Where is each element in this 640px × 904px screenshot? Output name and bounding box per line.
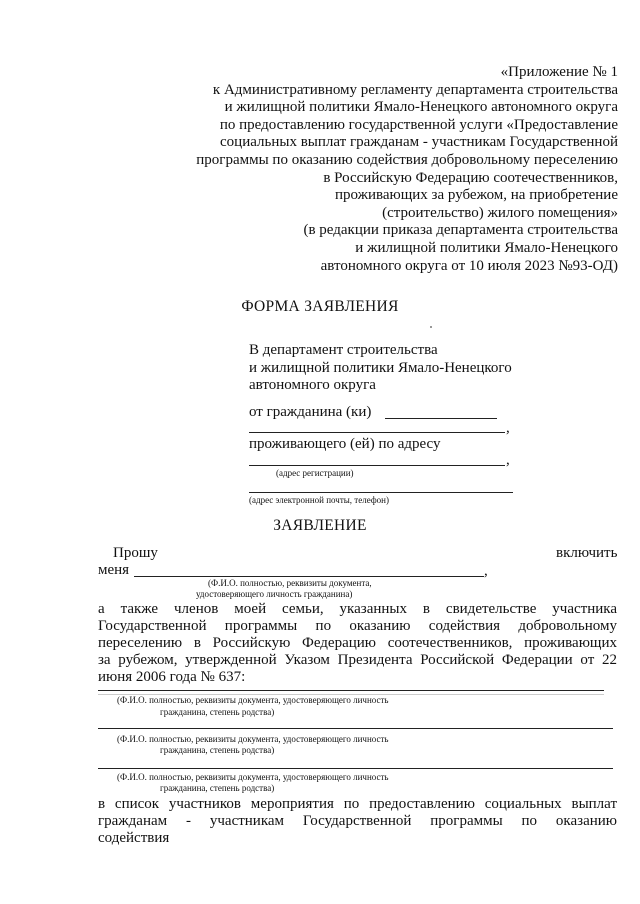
appendix-line: социальных выплат гражданам - участникам Государственной: [220, 134, 618, 151]
family-caption: гражданина, степень родства): [160, 745, 275, 755]
addressee-line: и жилищной политики Ямало-Ненецкого: [249, 359, 512, 376]
appendix-header: [178, 64, 618, 275]
citizen-name-field[interactable]: [385, 418, 497, 419]
final-line: гражданам - участникам Государственной программы по оказанию: [98, 813, 617, 829]
me-word: меня: [98, 562, 130, 578]
family-caption: (Ф.И.О. полностью, реквизиты документа, удостоверяющего личность: [117, 734, 389, 744]
family-member-field-3[interactable]: [98, 768, 613, 769]
appendix-line: проживающих за рубежом, на приобретение: [334, 187, 618, 204]
statement-title: ЗАЯВЛЕНИЕ: [273, 517, 367, 534]
appendix-line: (в редакции приказа департамента строительства: [303, 222, 618, 239]
paragraph-line: за рубежом, утвержденной Указом Президента Российской Федерации от 22: [98, 652, 617, 668]
scan-speck: [430, 326, 432, 328]
paragraph-line: июня 2006 года № 637:: [98, 669, 246, 685]
appendix-line: и жилищной политики Ямало-Ненецкого автономного округа: [224, 99, 618, 116]
contacts-caption: (адрес электронной почты, телефон): [249, 495, 389, 505]
family-member-field-1[interactable]: [98, 690, 604, 691]
paragraph-line: переселению в Российскую Федерацию соотечественников, проживающих: [98, 635, 617, 651]
final-line: содействия: [98, 830, 170, 846]
include-word: включить: [556, 545, 618, 561]
addressee-line: автономного округа: [249, 377, 376, 393]
form-title: ФОРМА ЗАЯВЛЕНИЯ: [241, 298, 399, 315]
family-caption: гражданина, степень родства): [160, 783, 275, 793]
family-caption: гражданина, степень родства): [160, 707, 275, 717]
family-member-field-2[interactable]: [98, 728, 613, 729]
applicant-name-field[interactable]: [134, 576, 484, 577]
registration-address-field[interactable]: [249, 465, 505, 466]
appendix-line: «Приложение № 1: [500, 64, 618, 80]
paragraph-line: а также членов моей семьи, указанных в свидетельстве участника: [98, 601, 617, 617]
living-at-label: проживающего (ей) по адресу: [249, 436, 441, 452]
appendix-line: и жилищной политики Ямало-Ненецкого: [355, 239, 618, 256]
me-caption: удостоверяющего личность гражданина): [196, 589, 353, 599]
family-caption: (Ф.И.О. полностью, реквизиты документа, удостоверяющего личность: [117, 772, 389, 782]
addressee-block: [249, 342, 512, 395]
comma: ,: [506, 452, 510, 468]
comma: ,: [484, 563, 488, 579]
comma: ,: [506, 420, 510, 436]
appendix-line: в Российскую Федерацию соотечественников,: [323, 169, 618, 186]
ask-word: Прошу: [113, 545, 158, 561]
citizen-name-field-2[interactable]: [249, 432, 505, 433]
paragraph-line: Государственной программы по оказанию содействия добровольному: [98, 618, 617, 634]
contacts-field[interactable]: [249, 492, 513, 493]
appendix-line: автономного округа от 10 июля 2023 №93-ОД): [320, 257, 618, 274]
appendix-line: (строительство) жилого помещения»: [382, 204, 618, 221]
from-citizen-label: от гражданина (ки): [249, 404, 372, 420]
addressee-line: В департамент строительства: [249, 342, 438, 358]
family-caption: (Ф.И.О. полностью, реквизиты документа, удостоверяющего личность: [117, 695, 389, 705]
final-line: в список участников мероприятия по предоставлению социальных выплат: [98, 796, 617, 812]
appendix-line: по предоставлению государственной услуги «Предоставление: [219, 116, 618, 133]
appendix-line: к Административному регламенту департамента строительства: [212, 81, 618, 98]
me-caption: (Ф.И.О. полностью, реквизиты документа,: [208, 578, 372, 588]
appendix-line: программы по оказанию содействия добровольному переселению: [196, 151, 618, 168]
registration-caption: (адрес регистрации): [276, 468, 354, 478]
